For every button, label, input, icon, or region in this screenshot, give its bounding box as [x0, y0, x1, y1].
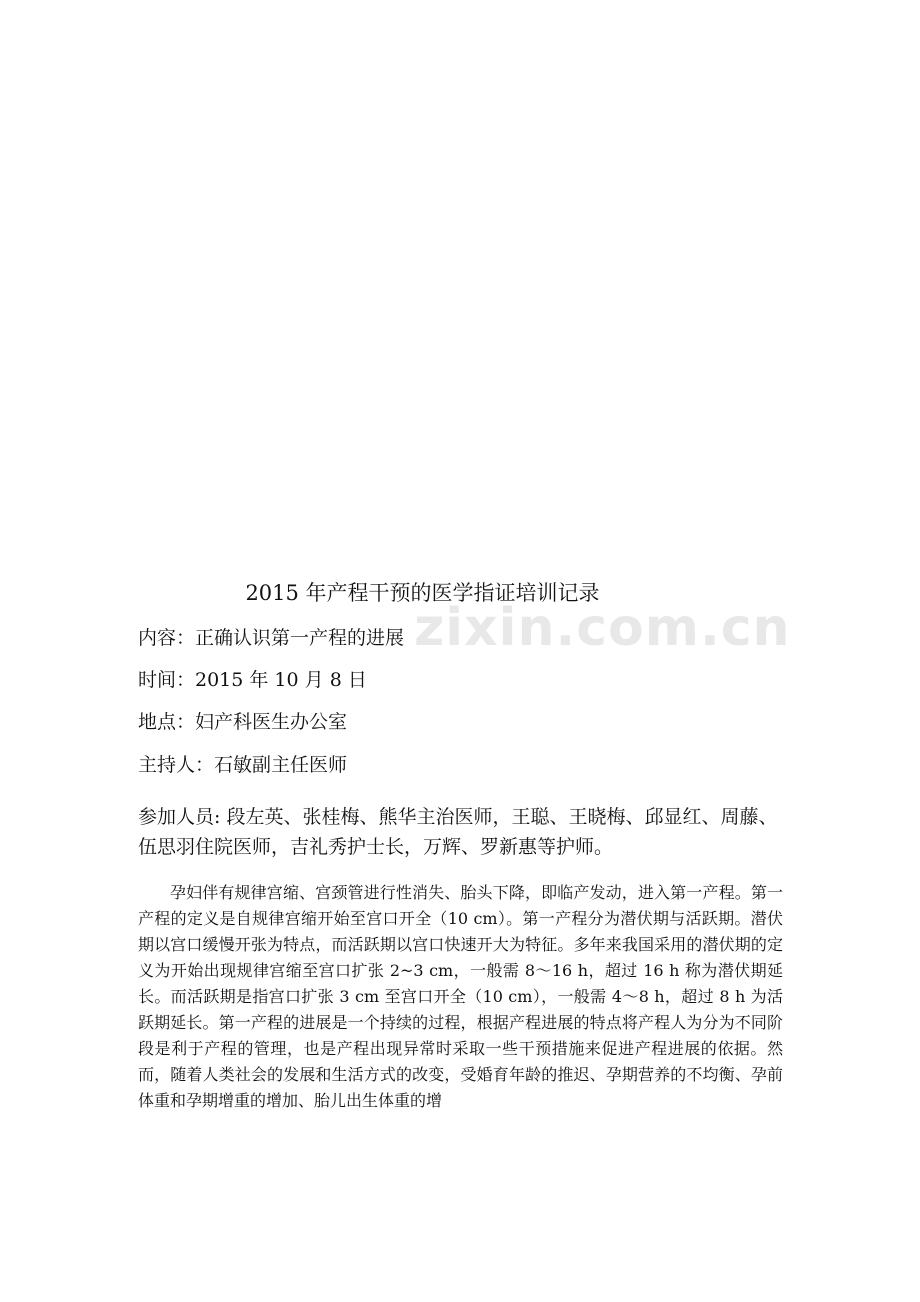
place-line: 地点：妇产科医生办公室: [138, 711, 348, 733]
body-paragraph: 孕妇伴有规律宫缩、宫颈管进行性消失、胎头下降，即临产发动，进入第一产程。第一产程的定义是自规律宫缩开始至宫口开全（10 cm）。第一产程分为潜伏期与活跃期。潜伏期以宫口缓慢开张为特点，而活跃期以宫口快速开大为特征。多年来我国采用的潜伏期的定义为开始出现规律宫缩至宫口扩张 2~3 cm，一般需 8～16 h，超过 16 h 称为潜伏期延长。而活跃期是指宫口扩张 3 cm 至宫口开全（10 cm），一般需 4～8 h，超过 8 h 为活跃期延长。第一产程的进展是一个持续的过程，根据产程进展的特点将产程人为分为不同阶段是利于产程的管理，也是产程出现异常时采取一些干预措施来促进产程进展的依据。然而，随着人类社会的发展和生活方式的改变，受婚育年龄的推迟、孕期营养的不均衡、孕前体重和孕期增重的增加、胎儿出生体重的增: [138, 883, 783, 1110]
time-line: 时间：2015 年 10 月 8 日: [138, 669, 367, 691]
host-line: 主持人：石敏副主任医师: [138, 754, 348, 776]
participants-line: 参加人员: 段左英、张桂梅、熊华主治医师，王聪、王晓梅、邱显红、周藤、伍思羽住院医师，吉礼秀护士长，万辉、罗新惠等护师。: [138, 806, 778, 858]
watermark: zixin.com.cn: [414, 598, 791, 658]
content-line: 内容：正确认识第一产程的进展: [138, 627, 405, 649]
document-title: 2015 年产程干预的医学指证培训记录: [245, 581, 600, 605]
